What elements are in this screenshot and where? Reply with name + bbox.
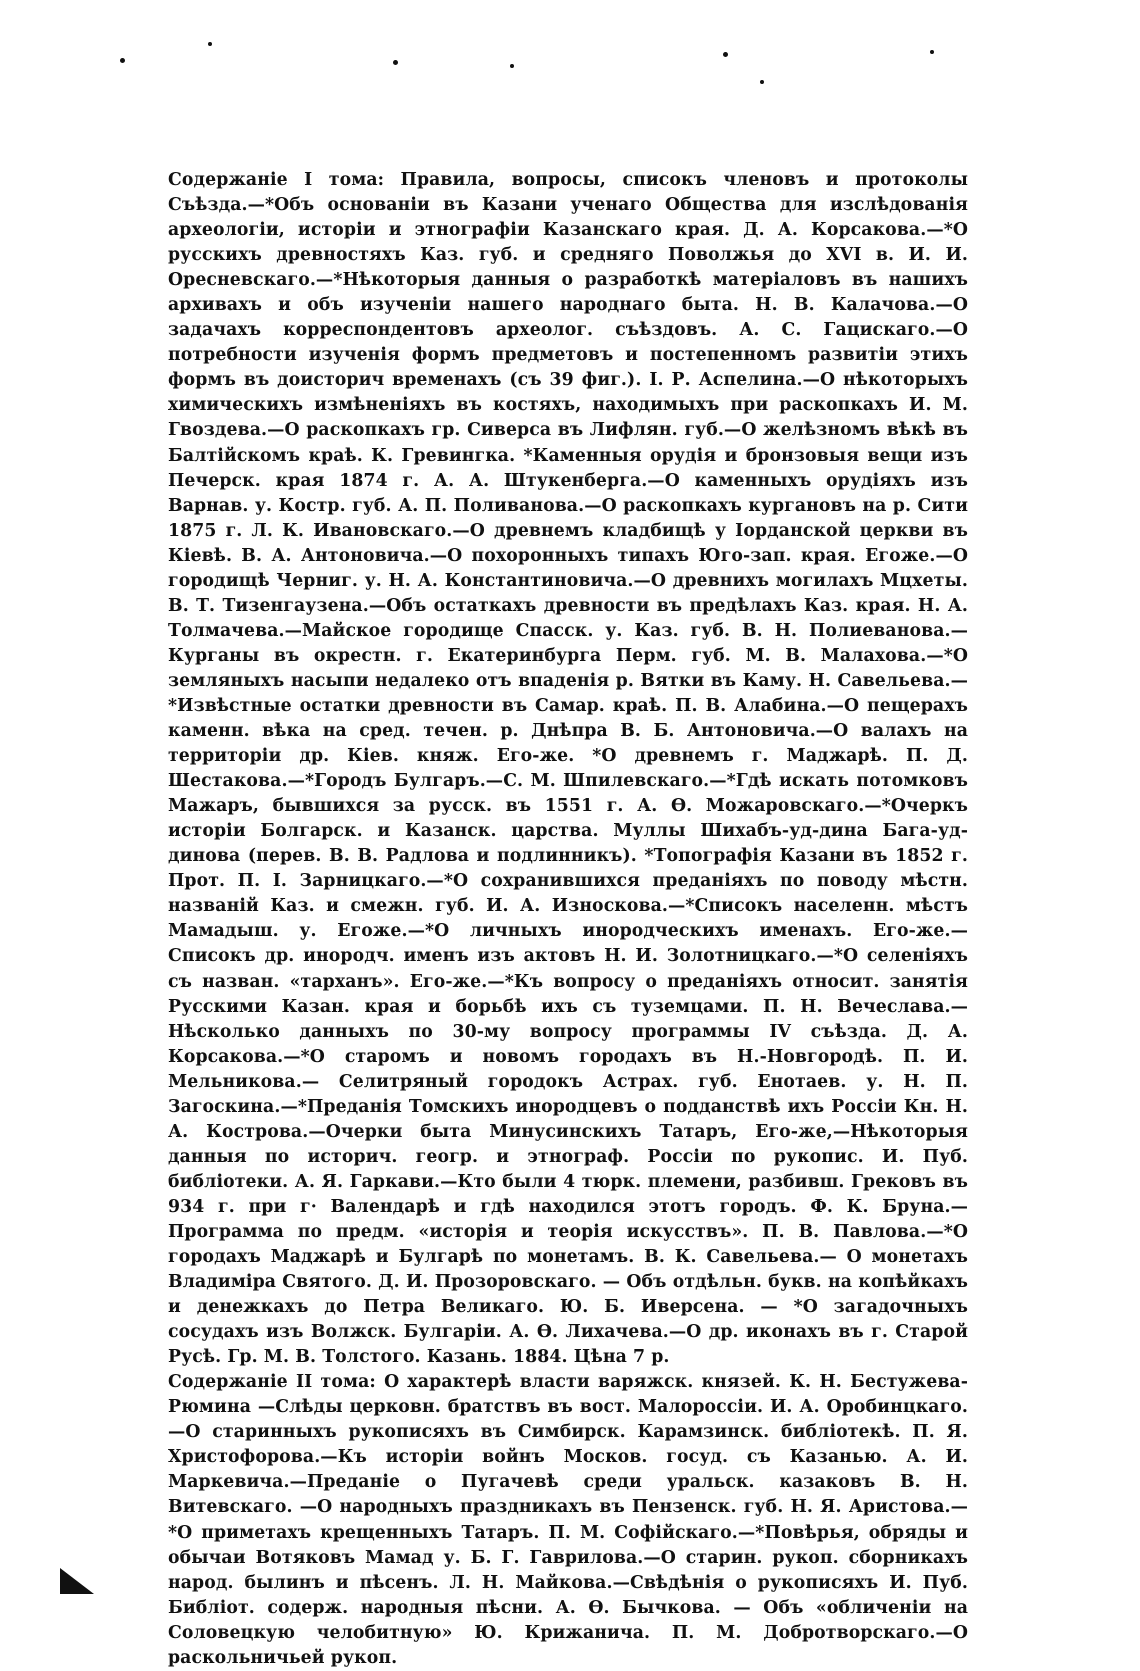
scan-speck	[760, 80, 764, 84]
volume-2-contents: Содержаніе II тома: О характерѣ власти варяжск. князей. К. Н. Бестужева-Рюмина —Слѣды церковн. братствъ въ вост. Малороссіи. И. А. Оробинцкаго.—О старинныхъ рукописяхъ въ Симбирск. Карамзинск. библіотекѣ. П. Я. Христофорова.—Къ исторіи войнъ Москов. госуд. съ Казанью. А. И. Маркевича.—Преданіе о Пугачевѣ среди уральск. казаковъ В. Н. Витевскаго. —О народныхъ праздникахъ въ Пензенск. губ. Н. Я. Аристова.—*О приметахъ крещенныхъ Татаръ. П. М. Софійскаго.—*Повѣрья, обряды и обычаи Вотяковъ Мамад у. Б. Г. Гаврилова.—О старин. рукоп. сборникахъ народ. былинъ и пѣсенъ. Л. Н. Майкова.—Свѣдѣнія о рукописяхъ И. Пуб. Библіот. содерж. народныя пѣсни. А. Ѳ. Бычкова. — Объ «обличеніи на Соловецкую челобитную» Ю. Крижанича. П. М. Добротворскаго.—О раскольничьей рукоп.	[168, 1372, 968, 1668]
scan-speck	[208, 42, 212, 46]
scan-speck	[393, 60, 398, 65]
scan-speck	[723, 52, 728, 57]
volume-1-contents: Содержаніе I тома: Правила, вопросы, списокъ членовъ и протоколы Съѣзда.—*Объ основаніи въ Казани ученаго Общества для изслѣдованія археологіи, исторіи и этнографіи Казанскаго края. Д. А. Корсакова.—*О русскихъ древностяхъ Каз. губ. и средняго Поволжья до XVI в. И. И. Оресневскаго.—*Нѣкоторыя данныя о разработкѣ матеріаловъ въ нашихъ архивахъ и объ изученіи нашего народнаго быта. Н. В. Калачова.—О задачахъ корреспондентовъ археолог. съѣздовъ. А. С. Гацискаго.—О потребности изученія формъ предметовъ и постепенномъ развитіи этихъ формъ въ доисторич временахъ (съ 39 фиг.). I. Р. Аспелина.—О нѣкоторыхъ химическихъ измѣненіяхъ въ костяхъ, находимыхъ при раскопкахъ И. М. Гвоздева.—О раскопкахъ гр. Сиверса въ Лифлян. губ.—О желѣзномъ вѣкѣ въ Балтійскомъ краѣ. К. Гревингка. *Каменныя орудія и бронзовыя вещи изъ Печерск. края 1874 г. А. А. Штукенберга.—О каменныхъ орудіяхъ изъ Варнав. у. Костр. губ. А. П. Поливанова.—О раскопкахъ кургановъ на р. Сити 1875 г. Л. К. Ивановскаго.—О древнемъ кладбищѣ у Іорданской церкви въ Кіевѣ. В. А. Антоновича.—О похоронныхъ типахъ Юго-зап. края. Егоже.—О городищѣ Черниг. у. Н. А. Константиновича.—О древнихъ могилахъ Мцхеты. В. Т. Тизенгаузена.—Объ остаткахъ древности въ предѣлахъ Каз. края. Н. А. Толмачева.—Майское городище Спасск. у. Каз. губ. В. Н. Полиеванова.—Курганы въ окрестн. г. Екатеринбурга Перм. губ. М. В. Малахова.—*О земляныхъ насыпи недалеко отъ впаденія р. Вятки въ Каму. Н. Савельева.—*Извѣстные остатки древности въ Самар. краѣ. П. В. Алабина.—О пещерахъ каменн. вѣка на сред. течен. р. Днѣпра В. Б. Антоновича.—О валахъ на территоріи др. Кіев. княж. Его-же. *О древнемъ г. Маджарѣ. П. Д. Шестакова.—*Городъ Булгаръ.—С. М. Шпилевскаго.—*Гдѣ искать потомковъ Мажаръ, бывшихся за русск. въ 1551 г. А. Ѳ. Можаровскаго.—*Очеркъ исторіи Болгарск. и Казанск. царства. Муллы Шихабъ-уд-дина Бага-уд-динова (перев. В. В. Радлова и подлинникъ). *Топографія Казани въ 1852 г. Прот. П. I. Зарницкаго.—*О сохранившихся преданіяхъ по поводу мѣстн. названій Каз. и смежн. губ. И. А. Износкова.—*Списокъ населенн. мѣстъ Мамадыш. у. Егоже.—*О личныхъ инородческихъ именахъ. Его-же.— Списокъ др. инородч. именъ изъ актовъ Н. И. Золотницкаго.—*О селеніяхъ съ назван. «тарханъ». Его-же.—*Къ вопросу о преданіяхъ относит. занятія Русскими Казан. края и борьбѣ ихъ съ туземцами. П. Н. Вечеслава.—Нѣсколько данныхъ по 30-му вопросу программы IV съѣзда. Д. А. Корсакова.—*О старомъ и новомъ городахъ въ Н.-Новгородѣ. П. И. Мельникова.— Селитряный городокъ Астрах. губ. Енотаев. у. Н. П. Загоскина.—*Преданія Томскихъ инородцевъ о подданствѣ ихъ Россіи Кн. Н. А. Кострова.—Очерки быта Минусинскихъ Татаръ, Его-же,—Нѣкоторыя данныя по историч. геогр. и этнограф. Россіи по рукопис. И. Пуб. библіотеки. А. Я. Гаркави.—Кто были 4 тюрк. племени, разбивш. Грековъ въ 934 г. при г· Валендарѣ и гдѣ находился этотъ городъ. Ф. К. Бруна.—Программа по предм. «исторія и теорія искусствъ». П. В. Павлова.—*О городахъ Маджарѣ и Булгарѣ по монетамъ. В. К. Савельева.— О монетахъ Владиміра Святого. Д. И. Прозоровскаго. — Объ отдѣльн. букв. на копѣйкахъ и денежкахъ до Петра Великаго. Ю. Б. Иверсена. — *О загадочныхъ сосудахъ изъ Волжск. Булгаріи. А. Ѳ. Лихачева.—О др. иконахъ въ г. Старой Русѣ. Гр. М. В. Толстого. Казань. 1884. Цѣна 7 р.	[168, 170, 968, 1368]
table-of-contents-text	[168, 168, 968, 1671]
scan-speck	[510, 64, 514, 68]
scan-speck	[120, 58, 125, 63]
scan-speck	[930, 50, 934, 54]
page-corner-mark	[60, 1568, 94, 1594]
